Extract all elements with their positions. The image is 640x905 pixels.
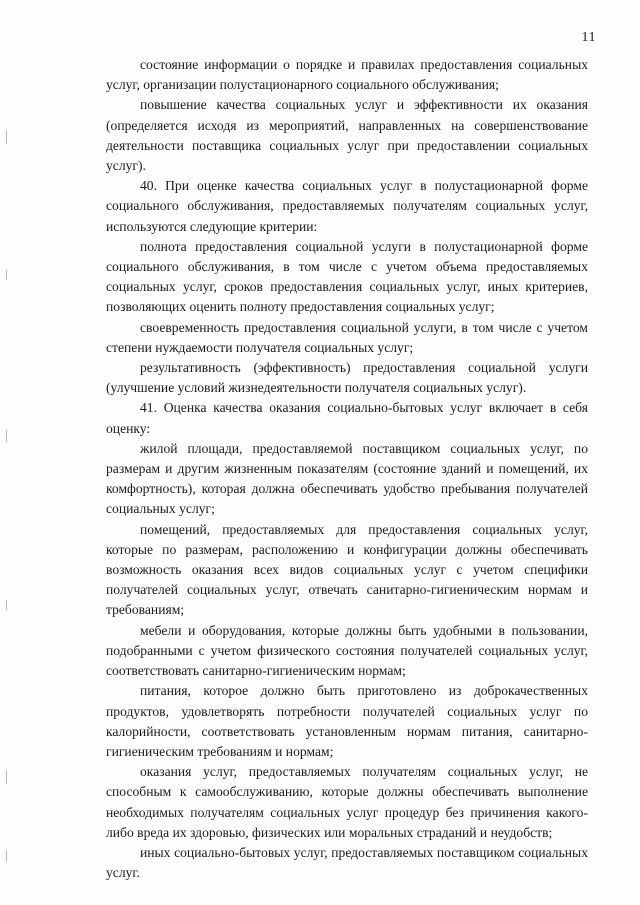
- paragraph-item-41: 41. Оценка качества оказания социально-бытовых услуг включает в себя оценку:: [106, 400, 588, 436]
- paragraph-item-40: 40. При оценке качества социальных услуг в полустационарной форме социального обслуживания, предоставляемых получателям социальных услуг, используются следующие критерии:: [106, 178, 588, 234]
- paragraph: помещений, предоставляемых для предоставления социальных услуг, которые по размерам, расположению и конфигурации должны обеспечивать возможность оказания всех видов социальных услуг с учетом специфики получателей социальных услуг, отвечать санитарно-гигиеническим нормам и требованиям;: [106, 521, 588, 618]
- paragraph: жилой площади, предоставляемой поставщиком социальных услуг, по размерам и другим жизненным показателям (состояние зданий и помещений, их комфортность), которая должна обеспечивать удобство пребывания получателей социальных услуг;: [106, 440, 588, 517]
- paragraph: полнота предоставления социальной услуги в полустационарной форме социального обслуживания, в том числе с учетом объема предоставляемых социальных услуг, сроков предоставления социальных услуг, иных критериев, позволяющих оценить полноту предоставления социальных услуг;: [106, 238, 588, 315]
- paragraph: оказания услуг, предоставляемых получателям социальных услуг, не способным к самообслуживанию, которые должны обеспечивать выполнение необходимых получателям социальных услуг процедур без причинения какого-либо вреда их здоровью, физических или моральных страданий и неудобств;: [106, 764, 588, 840]
- page-number: 11: [581, 30, 596, 45]
- scan-mark: [6, 130, 7, 144]
- paragraph: иных социально-бытовых услуг, предоставляемых поставщиком социальных услуг.: [106, 844, 588, 881]
- scan-mark: [6, 430, 7, 442]
- document-body: [106, 55, 588, 883]
- paragraph: результативность (эффективность) предоставления социальной услуги (улучшение условий жизнедеятельности получателя социальных услуг).: [106, 360, 588, 396]
- paragraph: состояние информации о порядке и правилах предоставления социальных услуг, организации полустационарного социального обслуживания;: [106, 57, 588, 93]
- scan-mark: [6, 770, 7, 784]
- paragraph: питания, которое должно быть приготовлено из доброкачественных продуктов, удовлетворять потребности получателей социальных услуг по калорийности, соответствовать установленным нормам питания, санитарно-гигиеническим требованиям и нормам;: [106, 683, 588, 759]
- scan-mark: [6, 600, 7, 610]
- scan-margin-marks: [6, 130, 10, 890]
- scan-mark: [6, 850, 7, 862]
- scan-mark: [6, 270, 7, 280]
- paragraph: повышение качества социальных услуг и эффективности их оказания (определяется исходя из мероприятий, направленных на совершенствование деятельности поставщика социальных услуг при предоставлении социальных услуг).: [106, 97, 588, 174]
- paragraph: своевременность предоставления социальной услуги, в том числе с учетом степени нуждаемости получателя социальных услуг;: [106, 319, 588, 355]
- paragraph: мебели и оборудования, которые должны быть удобными в пользовании, подобранными с учетом физического состояния получателей социальных услуг, соответствовать санитарно-гигиеническим нормам;: [106, 622, 588, 679]
